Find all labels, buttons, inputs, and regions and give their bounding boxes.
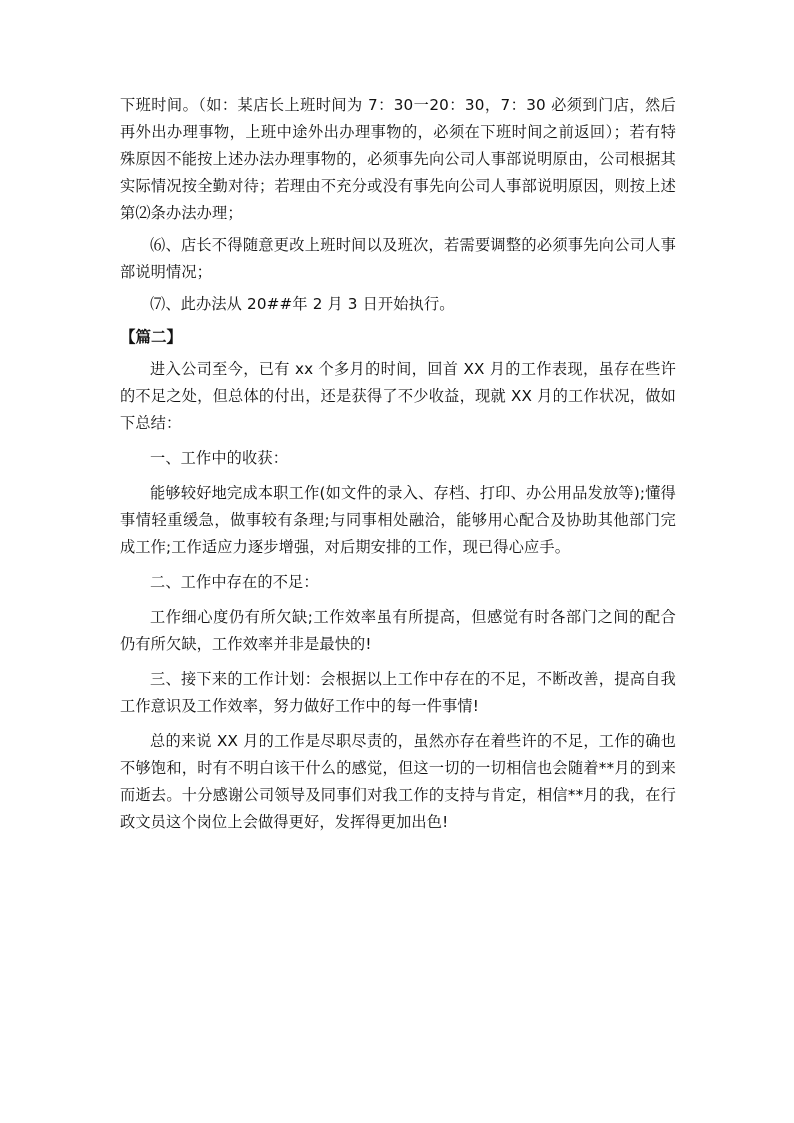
paragraph-shortcomings-heading: 二、工作中存在的不足： bbox=[150, 573, 319, 591]
paragraph-shortcomings: 工作细心度仍有所欠缺;工作效率虽有所提高，但感觉有时各部门之间的配合仍有所欠缺，工作效率并非是最快的! bbox=[120, 608, 676, 653]
paragraph-plan: 三、接下来的工作计划：会根据以上工作中存在的不足，不断改善，提高自我工作意识及工作效率，努力做好工作中的每一件事情! bbox=[120, 670, 676, 715]
paragraph-work-hours-rule: 下班时间。（如：某店长上班时间为 7：30一20：30，7：30 必须到门店，然后再外出办理事物，上班中途外出办理事物的，必须在下班时间之前返回）；若有特殊原因不能按上述办法办理事物的，必须事先向公司人事部说明原由，公司根据其实际情况按全勤对待；若理由不充分或没有事先向公司人事部说明原因，则按上述第⑵条办法办理； bbox=[120, 96, 676, 222]
document-page bbox=[120, 92, 676, 836]
paragraph-intro: 进入公司至今，已有 xx 个多月的时间，回首 XX 月的工作表现，虽存在些许的不足之处，但总体的付出，还是获得了不少收益，现就 XX 月的工作状况，做如下总结： bbox=[120, 360, 676, 432]
paragraph-rule-6: ⑹、店长不得随意更改上班时间以及班次，若需要调整的必须事先向公司人事部说明情况； bbox=[120, 236, 676, 281]
paragraph-gains: 能够较好地完成本职工作(如文件的录入、存档、打印、办公用品发放等);懂得事情轻重缓急，做事较有条理;与同事相处融洽，能够用心配合及协助其他部门完成工作;工作适应力逐步增强，对后期安排的工作，现已得心应手。 bbox=[120, 484, 676, 556]
paragraph-rule-7: ⑺、此办法从 20##年 2 月 3 日开始执行。 bbox=[150, 295, 455, 313]
section-heading: 【篇二】 bbox=[120, 328, 183, 346]
paragraph-summary: 总的来说 XX 月的工作是尽职尽责的，虽然亦存在着些许的不足，工作的确也不够饱和，时有不明白该干什么的感觉，但这一切的一切相信也会随着**月的到来而逝去。十分感谢公司领导及同事们对我工作的支持与肯定，相信**月的我，在行政文员这个岗位上会做得更好，发挥得更加出色! bbox=[120, 732, 676, 831]
paragraph-gains-heading: 一、工作中的收获： bbox=[150, 449, 289, 467]
